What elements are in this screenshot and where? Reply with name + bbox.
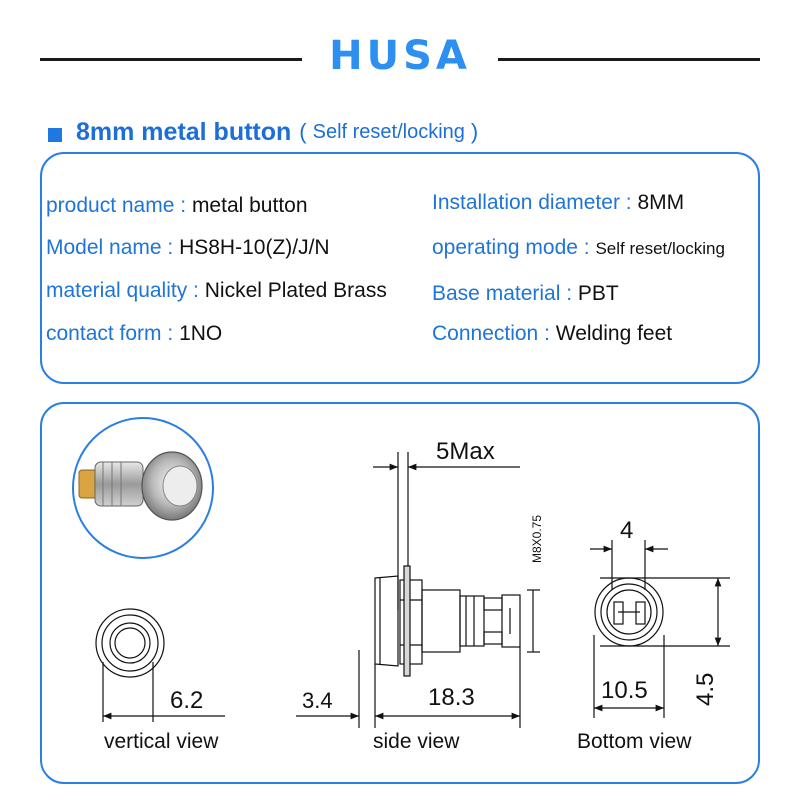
- caption-side-view: side view: [373, 730, 460, 753]
- spec-value: Nickel Plated Brass: [204, 279, 387, 302]
- dim-5max: 5Max: [436, 438, 495, 465]
- spec-value: Self reset/locking: [595, 239, 725, 258]
- spec-label: Model name :: [46, 236, 174, 259]
- spec-value: PBT: [577, 282, 619, 305]
- dim-thread: M8X0.75: [530, 514, 544, 563]
- dim-4-5: 4.5: [692, 672, 719, 706]
- spec-value: 1NO: [179, 322, 223, 345]
- spec-value: Welding feet: [555, 322, 673, 345]
- spec-value: 8MM: [637, 191, 685, 214]
- spec-label: Base material :: [432, 282, 573, 305]
- title-subtitle: Self reset/locking: [312, 120, 465, 143]
- dim-10-5: 10.5: [601, 677, 648, 704]
- caption-bottom-view: Bottom view: [577, 730, 692, 753]
- dim-18-3: 18.3: [428, 684, 475, 711]
- spec-label: operating mode :: [432, 236, 590, 259]
- spec-label: product name :: [46, 194, 187, 217]
- dim-3-4: 3.4: [302, 688, 333, 713]
- title-main: 8mm metal button: [76, 117, 292, 146]
- side-view-drawing: [296, 452, 540, 728]
- dim-4: 4: [620, 517, 634, 544]
- brand-logo: HUSA: [329, 33, 471, 79]
- product-photo: [73, 418, 213, 558]
- spec-value: metal button: [191, 194, 308, 217]
- spec-label: Connection :: [432, 322, 550, 345]
- spec-label: Installation diameter :: [432, 191, 632, 214]
- dim-6-2: 6.2: [170, 687, 204, 714]
- title-open-paren: (: [299, 119, 307, 144]
- vertical-view-drawing: [96, 609, 225, 722]
- spec-label: material quality :: [46, 279, 199, 302]
- spec-label: contact form :: [46, 322, 174, 345]
- caption-vertical-view: vertical view: [104, 730, 219, 753]
- spec-value: HS8H-10(Z)/J/N: [179, 236, 330, 259]
- title-close-paren: ): [470, 119, 479, 144]
